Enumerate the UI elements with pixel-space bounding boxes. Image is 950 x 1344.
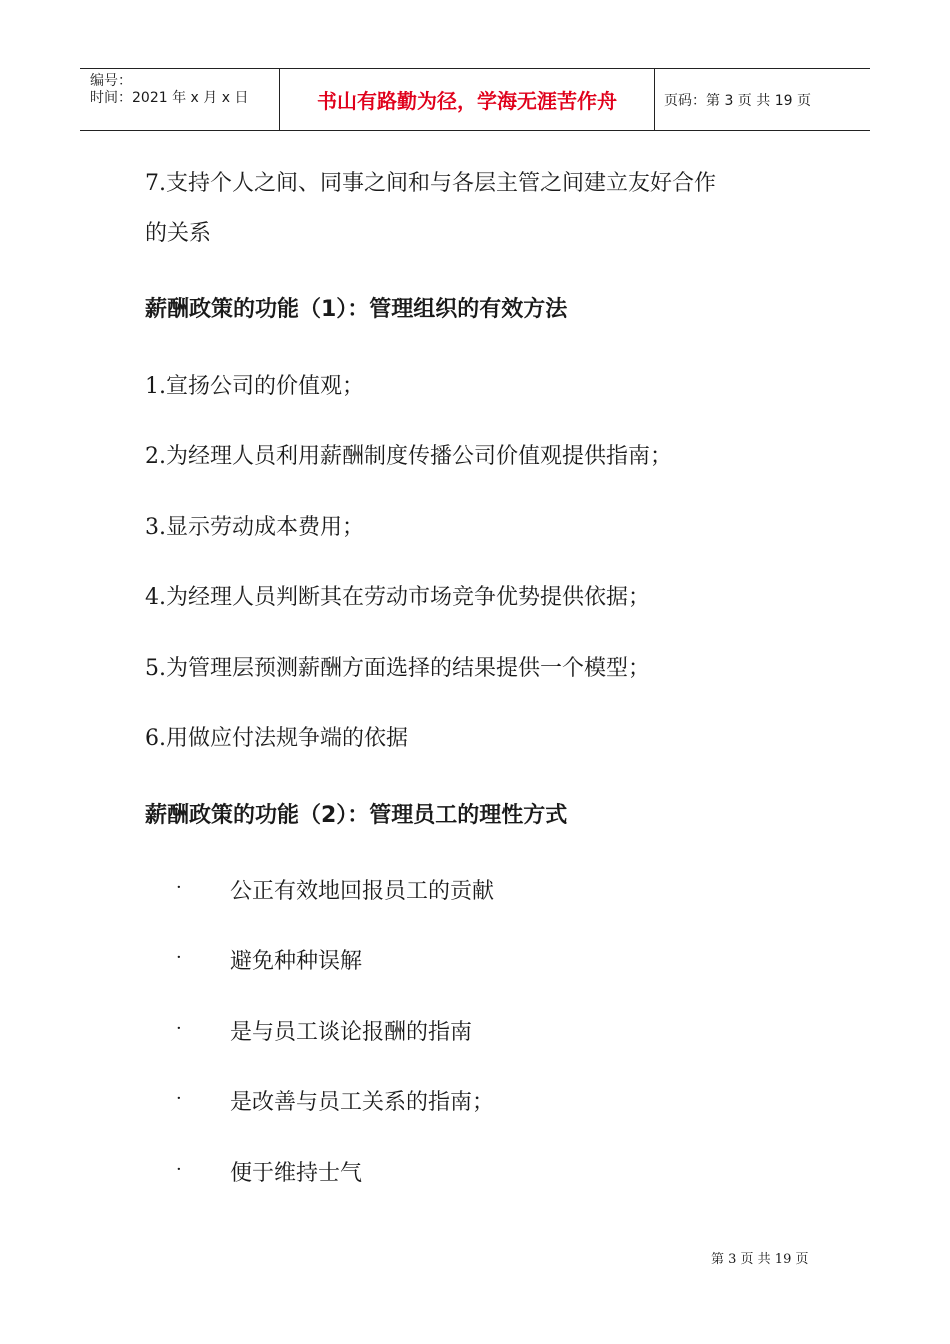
list-item: 3.显示劳动成本费用；	[145, 515, 364, 540]
bullet-icon: ·	[176, 1088, 182, 1109]
footer-page-number: 第 3 页 共 19 页	[711, 1252, 809, 1267]
list-item: 4.为经理人员判断其在劳动市场竞争优势提供依据；	[145, 585, 650, 610]
item-7-line2: 的关系	[145, 221, 212, 246]
bullet-icon: ·	[176, 877, 182, 898]
list-item: 2.为经理人员利用薪酬制度传播公司价值观提供指南；	[145, 444, 672, 469]
list-item: 5.为管理层预测薪酬方面选择的结果提供一个模型；	[145, 656, 650, 681]
bullet-item: 便于维持士气	[230, 1161, 363, 1186]
bullet-item: 公正有效地回报员工的贡献	[230, 879, 495, 904]
section-heading-2: 薪酬政策的功能（2）：管理员工的理性方式	[145, 803, 568, 828]
header-meta	[80, 69, 280, 130]
time-label: 时间：2021 年 x 月 x 日	[90, 90, 249, 106]
bullet-item: 避免种种误解	[230, 949, 363, 974]
page-header	[80, 68, 870, 131]
header-motto: 书山有路勤为径，学海无涯苦作舟	[280, 69, 655, 130]
bullet-item: 是与员工谈论报酬的指南	[230, 1020, 473, 1045]
list-item: 6.用做应付法规争端的依据	[145, 726, 408, 751]
bullet-icon: ·	[176, 947, 182, 968]
bullet-icon: ·	[176, 1159, 182, 1180]
bullet-icon: ·	[176, 1018, 182, 1039]
list-item: 1.宣扬公司的价值观；	[145, 374, 364, 399]
section-heading-1: 薪酬政策的功能（1）：管理组织的有效方法	[145, 297, 568, 322]
header-page-number: 页码：第 3 页 共 19 页	[664, 92, 811, 109]
number-label: 编号：	[90, 73, 132, 89]
bullet-item: 是改善与员工关系的指南；	[230, 1090, 495, 1115]
item-7-line1: 7.支持个人之间、同事之间和与各层主管之间建立友好合作	[145, 171, 716, 196]
